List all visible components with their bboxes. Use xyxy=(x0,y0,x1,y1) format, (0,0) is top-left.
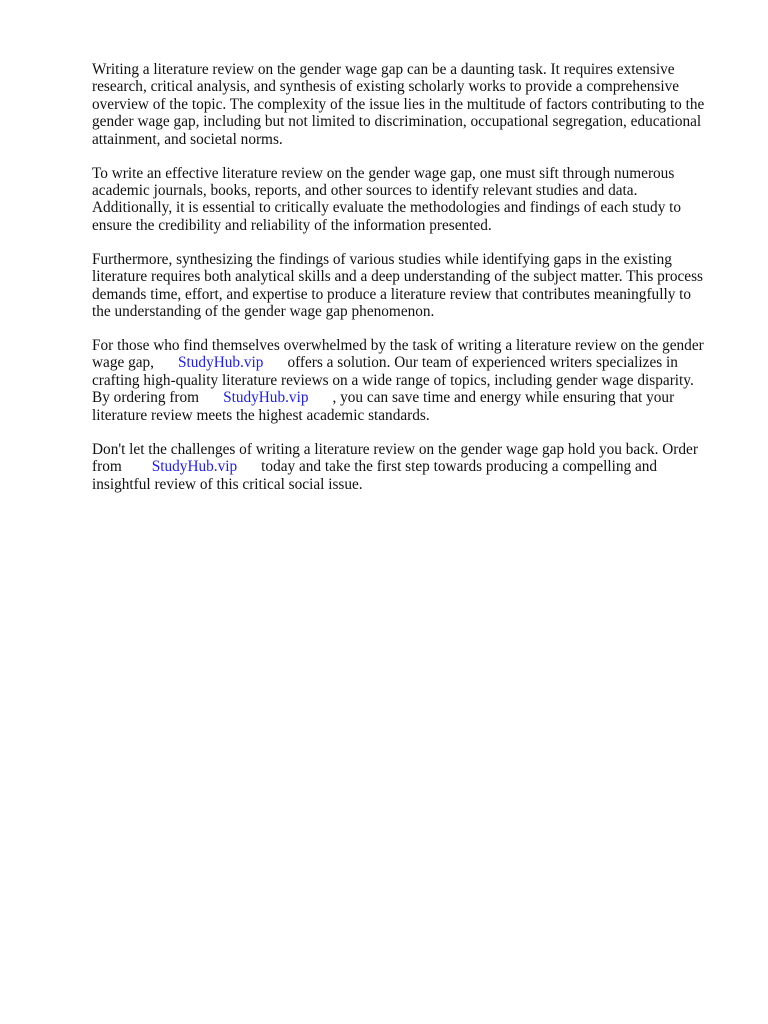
text-segment: from xyxy=(92,458,122,476)
text-line: Furthermore, synthesizing the findings of various studies while identifying gaps in the existing xyxy=(92,250,672,268)
text-segment: wage gap, xyxy=(92,354,155,372)
text-line: Additionally, it is essential to critically evaluate the methodologies and findings of each study to xyxy=(92,199,682,217)
text-line: academic journals, books, reports, and other sources to identify relevant studies and data. xyxy=(92,182,638,200)
text-line xyxy=(92,354,724,371)
studyhub-link[interactable]: StudyHub.vip xyxy=(223,389,309,407)
paragraph-intro xyxy=(92,61,724,148)
text-line xyxy=(92,458,724,475)
studyhub-link[interactable]: StudyHub.vip xyxy=(151,458,238,476)
paragraph-method xyxy=(92,165,724,235)
paragraph-offer xyxy=(92,337,724,424)
text-line: ensure the credibility and reliability of the information presented. xyxy=(92,216,492,234)
text-line: Writing a literature review on the gender wage gap can be a daunting task. It requires extensive xyxy=(92,61,675,78)
text-line: the understanding of the gender wage gap phenomenon. xyxy=(92,303,435,321)
paragraph-call-to-action xyxy=(92,441,724,493)
text-line: gender wage gap, including but not limited to discrimination, occupational segregation, educational xyxy=(92,113,702,131)
text-line: literature requires both analytical skills and a deep understanding of the subject matter. This process xyxy=(92,268,703,286)
text-line: attainment, and societal norms. xyxy=(92,130,283,148)
text-line: crafting high-quality literature reviews on a wide range of topics, including gender wage disparity. xyxy=(92,371,694,389)
text-line: For those who find themselves overwhelmed by the task of writing a literature review on the gender xyxy=(92,337,704,355)
text-line: literature review meets the highest academic standards. xyxy=(92,406,430,424)
text-line: To write an effective literature review on the gender wage gap, one must sift through numerous xyxy=(92,164,675,182)
text-segment: today and take the first step towards producing a compelling and xyxy=(261,458,658,476)
text-line: Don't let the challenges of writing a literature review on the gender wage gap hold you back. Order xyxy=(92,440,698,458)
text-line xyxy=(92,389,724,406)
text-line: overview of the topic. The complexity of the issue lies in the multitude of factors contributing to the xyxy=(92,95,705,113)
text-segment: offers a solution. Our team of experienced writers specializes in xyxy=(287,354,678,372)
text-segment: By ordering from xyxy=(92,389,200,407)
text-line: insightful review of this critical social issue. xyxy=(92,475,363,493)
paragraph-synthesis xyxy=(92,251,724,321)
text-line: research, critical analysis, and synthesis of existing scholarly works to provide a comprehensive xyxy=(92,78,680,96)
text-segment: , you can save time and energy while ensuring that your xyxy=(332,389,675,407)
document-page xyxy=(92,61,724,510)
studyhub-link[interactable]: StudyHub.vip xyxy=(178,354,264,372)
text-line: demands time, effort, and expertise to produce a literature review that contributes meaningfully to xyxy=(92,285,692,303)
